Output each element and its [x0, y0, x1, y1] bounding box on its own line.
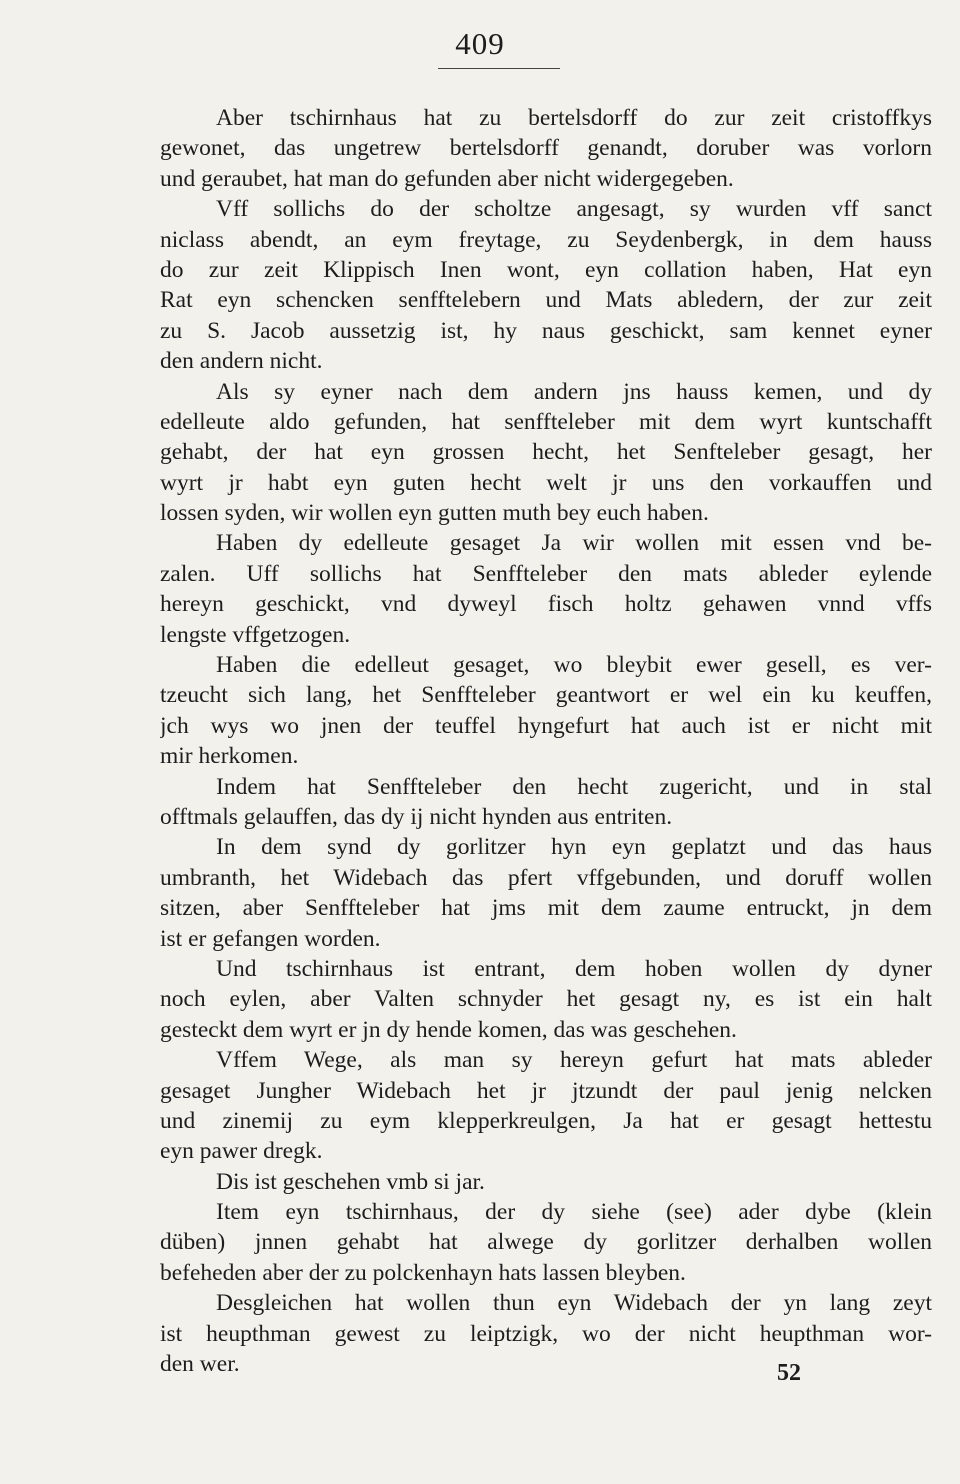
text-line: tzeucht sich lang, het Senffteleber geantwort er wel ein ku keuffen,: [160, 682, 932, 709]
text-line: Indem hat Senffteleber den hecht zugericht, und in stal: [216, 773, 932, 800]
text-line: noch eylen, aber Valten schnyder het gesagt ny, es ist ein halt: [160, 986, 932, 1013]
body-text: [160, 103, 932, 1379]
text-line: wyrt jr habt eyn guten hecht welt jr uns den vorkauffen und: [160, 469, 932, 496]
text-line: niclass abendt, an eym freytage, zu Seydenbergk, in dem hauss: [160, 226, 932, 253]
paragraph: [160, 1197, 932, 1288]
text-line: Dis ist geschehen vmb si jar.: [216, 1168, 485, 1195]
text-line: gesaget Jungher Widebach het jr jtzundt der paul jenig nelcken: [160, 1077, 932, 1104]
text-line: hereyn geschickt, vnd dyweyl fisch holtz gehawen vnnd vffs: [160, 591, 932, 618]
text-line: Und tschirnhaus ist entrant, dem hoben wollen dy dyner: [216, 955, 932, 982]
text-line: den andern nicht.: [160, 348, 323, 375]
paragraph: [160, 1288, 932, 1379]
text-line: zu S. Jacob aussetzig ist, hy naus geschickt, sam kennet eyner: [160, 317, 932, 344]
paragraph: [160, 832, 932, 954]
text-line: mir herkomen.: [160, 743, 299, 770]
text-line: Item eyn tschirnhaus, der dy siehe (see) ader dybe (klein: [216, 1199, 932, 1226]
text-line: Vffem Wege, als man sy hereyn gefurt hat mats ableder: [216, 1047, 932, 1074]
text-line: Haben dy edelleute gesaget Ja wir wollen mit essen vnd be-: [216, 530, 932, 557]
text-line: Desgleichen hat wollen thun eyn Widebach der yn lang zeyt: [216, 1290, 932, 1317]
text-line: befeheden aber der zu polckenhayn hats lassen bleyben.: [160, 1259, 686, 1286]
text-line: und zinemij zu eym klepperkreulgen, Ja hat er gesagt hettestu: [160, 1107, 932, 1134]
text-line: düben) jnnen gehabt hat alwege dy gorlitzer derhalben wollen: [160, 1229, 932, 1256]
paragraph: [160, 650, 932, 772]
text-line: In dem synd dy gorlitzer hyn eyn geplatzt und das haus: [216, 834, 932, 861]
paragraph: [160, 954, 932, 1045]
text-line: sitzen, aber Senffteleber hat jms mit dem zaume entruckt, jn dem: [160, 895, 932, 922]
text-line: gewonet, das ungetrew bertelsdorff genandt, doruber was vorlorn: [160, 135, 932, 162]
paragraph: [160, 528, 932, 650]
text-line: lossen syden, wir wollen eyn gutten muth bey euch haben.: [160, 500, 709, 527]
text-line: edelleute aldo gefunden, hat senffteleber mit dem wyrt kuntschafft: [160, 408, 932, 435]
text-line: gehabt, der hat eyn grossen hecht, het Senfteleber gesagt, her: [160, 439, 932, 466]
page-number: 409: [455, 26, 505, 61]
text-line: zalen. Uff sollichs hat Senffteleber den mats ableder eylende: [160, 560, 932, 587]
paragraph: [160, 1045, 932, 1167]
paragraph: [160, 194, 932, 376]
text-line: Haben die edelleut gesaget, wo bleybit ewer gesell, es ver-: [216, 652, 932, 679]
paragraph: [160, 1167, 932, 1197]
text-line: eyn pawer dregk.: [160, 1138, 323, 1165]
text-line: jch wys wo jnen der teuffel hyngefurt hat auch ist er nicht mit: [160, 712, 932, 739]
text-line: Rat eyn schencken senfftelebern und Mats abledern, der zur zeit: [160, 287, 932, 314]
signature-mark: 52: [777, 1360, 801, 1386]
text-line: gesteckt dem wyrt er jn dy hende komen, das was geschehen.: [160, 1016, 737, 1043]
text-line: Vff sollichs do der scholtze angesagt, sy wurden vff sanct: [216, 196, 932, 223]
text-line: umbranth, het Widebach das pfert vffgebunden, und doruff wollen: [160, 864, 932, 891]
paragraph: [160, 772, 932, 833]
text-line: ist heupthman gewest zu leiptzigk, wo der nicht heupthman wor-: [160, 1320, 932, 1347]
text-line: Als sy eyner nach dem andern jns hauss kemen, und dy: [216, 378, 932, 405]
paragraph: [160, 377, 932, 529]
text-line: und geraubet, hat man do gefunden aber nicht widergegeben.: [160, 165, 734, 192]
text-line: den wer.: [160, 1351, 240, 1378]
paragraph: [160, 103, 932, 194]
text-line: offtmals gelauffen, das dy ij nicht hynden aus entriten.: [160, 803, 673, 830]
text-line: ist er gefangen worden.: [160, 925, 381, 952]
text-line: Aber tschirnhaus hat zu bertelsdorff do zur zeit cristoffkys: [216, 105, 932, 131]
header-rule: [438, 68, 560, 69]
text-line: do zur zeit Klippisch Inen wont, eyn collation haben, Hat eyn: [160, 256, 932, 283]
text-line: lengste vffgetzogen.: [160, 621, 351, 648]
